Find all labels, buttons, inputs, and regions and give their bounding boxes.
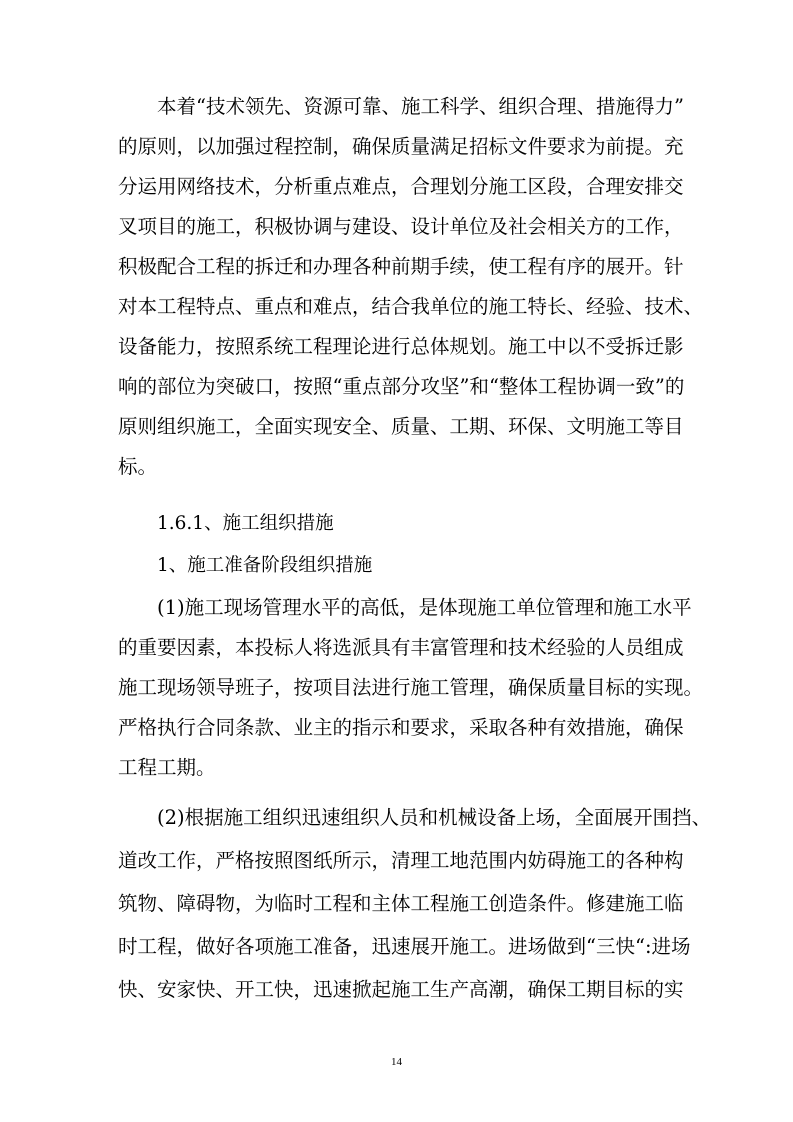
paragraph-line: 工程工期。 (118, 756, 216, 779)
paragraph-line: 分运用网络技术，分析重点难点，合理划分施工区段，合理安排交 (118, 175, 684, 198)
subsection-heading: 1、施工准备阶段组织措施 (157, 555, 373, 576)
paragraph-line: 施工现场领导班子，按项目法进行施工管理，确保质量目标的实现。 (118, 676, 704, 699)
paragraph-line: (2)根据施工组织迅速组织人员和机械设备上场，全面展开围挡、 (157, 806, 712, 829)
paragraph-line: 本着“技术领先、资源可靠、施工科学、组织合理、措施得力” (157, 95, 684, 118)
paragraph-line: 设备能力，按照系统工程理论进行总体规划。施工中以不受拆迁影 (118, 335, 684, 358)
paragraph-line: (1)施工现场管理水平的高低，是体现施工单位管理和施工水平 (157, 596, 692, 619)
paragraph-line: 对本工程特点、重点和难点，结合我单位的施工特长、经验、技术、 (118, 295, 704, 318)
section-heading: 1.6.1、施工组织措施 (157, 513, 334, 534)
paragraph-line: 响的部位为突破口，按照“重点部分攻坚”和“整体工程协调一致”的 (118, 375, 685, 398)
paragraph-line: 叉项目的施工，积极协调与建设、设计单位及社会相关方的工作， (118, 215, 684, 238)
paragraph-line: 的重要因素，本投标人将选派具有丰富管理和技术经验的人员组成 (118, 636, 684, 659)
paragraph-line: 筑物、障碍物，为临时工程和主体工程施工创造条件。修建施工临 (118, 892, 684, 915)
paragraph-line: 严格执行合同条款、业主的指示和要求，采取各种有效措施，确保 (118, 716, 684, 739)
paragraph-line: 的原则，以加强过程控制，确保质量满足招标文件要求为前提。充 (118, 135, 684, 158)
paragraph-line: 原则组织施工，全面实现安全、质量、工期、环保、文明施工等目 (118, 415, 684, 438)
paragraph-line: 积极配合工程的拆迁和办理各种前期手续，使工程有序的展开。针 (118, 255, 684, 278)
page-number: 14 (391, 1056, 402, 1068)
paragraph-line: 快、安家快、开工快，迅速掀起施工生产高潮，确保工期目标的实 (118, 978, 684, 1001)
paragraph-line: 道改工作，严格按照图纸所示，清理工地范围内妨碍施工的各种构 (118, 849, 684, 872)
paragraph-line: 时工程，做好各项施工准备，迅速展开施工。进场做到“三快“:进场 (118, 935, 691, 958)
paragraph-line: 标。 (118, 455, 158, 478)
